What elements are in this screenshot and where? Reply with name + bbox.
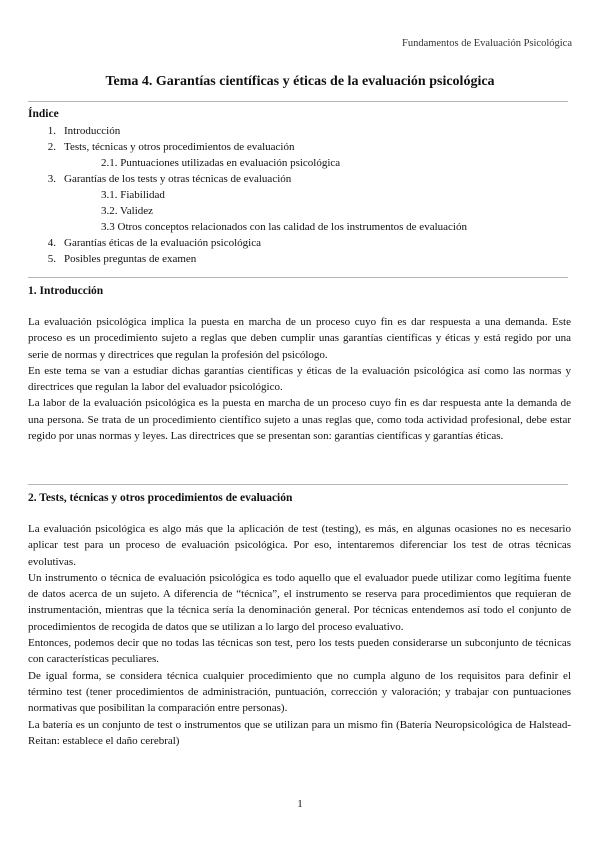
paragraph: Entonces, podemos decir que no todas las técnicas son test, pero los tests pueden considerarse un subconjunto de técnicas con características peculiares. — [28, 637, 571, 666]
paragraph: La evaluación psicológica implica la puesta en marcha de un proceso cuyo fin es dar respuesta a una demanda. Este proceso es un procedimiento sujeto a reglas que deben cumplir unas garantías científicas y éticas y está regido por una serie de normas y directrices que regulan la profesión del psicólogo. — [28, 316, 571, 361]
divider — [28, 484, 568, 485]
section-heading-introduccion: 1. Introducción — [28, 285, 104, 297]
running-header: Fundamentos de Evaluación Psicológica — [401, 38, 572, 49]
toc-subitem-label: 3.3 Otros conceptos relacionados con las calidad de los instrumentos de evaluación — [101, 221, 467, 233]
page-title: Tema 4. Garantías científicas y éticas de la evaluación psicológica — [105, 74, 495, 89]
toc-subitem-label: 3.1. Fiabilidad — [101, 189, 165, 201]
section-body-introduccion — [28, 314, 571, 444]
paragraph: La evaluación psicológica es algo más que la aplicación de test (testing), es más, en algunas ocasiones no es necesario aplicar test para un proceso de evaluación psicológica. Por eso, intentaremos diferenciar los test de otras técnicas evolutivas. — [28, 523, 571, 568]
page-number: 1 — [297, 798, 303, 810]
paragraph: De igual forma, se considera técnica cualquier procedimiento que no cumpla alguno de los requisitos para definir el término test (tener procedimientos de administración, puntuación, corrección y valoración; y trabajar con puntuaciones normativas que posibilitan la comparación entre personas). — [28, 669, 571, 715]
section-body-tests — [28, 521, 571, 749]
toc-item-label: Introducción — [64, 125, 121, 137]
toc-item-label: Garantías éticas de la evaluación psicológica — [64, 237, 261, 249]
toc-item-number: 5. — [47, 253, 56, 265]
paragraph: En este tema se van a estudiar dichas garantías científicas y éticas de la evaluación psicológica así como las normas y directrices que regulan la labor del evaluador psicológico. — [28, 364, 571, 394]
toc-item-label: Tests, técnicas y otros procedimientos de evaluación — [64, 141, 295, 153]
toc-item-number: 3. — [47, 173, 56, 185]
toc-subitem-label: 2.1. Puntuaciones utilizadas en evaluación psicológica — [101, 157, 341, 169]
toc-item-number: 4. — [47, 237, 56, 249]
toc-item-number: 1. — [47, 125, 56, 137]
divider — [28, 101, 568, 102]
paragraph: Un instrumento o técnica de evaluación psicológica es todo aquello que el evaluador puede utilizar como legítima fuente de datos acerca de un sujeto. A diferencia de “técnica”, el instrumento se reserva para procedimientos que requieran de instrumentación, mientras que la técnica sería la denominación general. Por técnicas entendemos así todo el conjunto de procedimientos de recogida de datos que se utilizan a lo largo del proceso evaluativo. — [28, 571, 571, 633]
toc-subitem-label: 3.2. Validez — [101, 205, 154, 217]
paragraph: La labor de la evaluación psicológica es la puesta en marcha de un proceso cuyo fin es dar respuesta ante la demanda de una persona. Se trata de un procedimiento científico sujeto a unas reglas que, como toda actividad profesional, debe estar regido por unas normas y leyes. Las directrices que se presentan son: garantías científicas y garantías éticas. — [28, 397, 571, 443]
index-heading: Índice — [28, 108, 59, 120]
toc-item-number: 2. — [47, 141, 56, 153]
paragraph: La batería es un conjunto de test o instrumentos que se utilizan para un mismo fin (Batería Neuropsicológica de Halstead-Reitan: establece el daño cerebral) — [28, 718, 571, 747]
toc-item-label: Garantías de los tests y otras técnicas de evaluación — [64, 173, 292, 185]
section-heading-tests: 2. Tests, técnicas y otros procedimientos de evaluación — [28, 492, 293, 504]
divider — [28, 277, 568, 278]
toc-item-label: Posibles preguntas de examen — [64, 253, 197, 265]
